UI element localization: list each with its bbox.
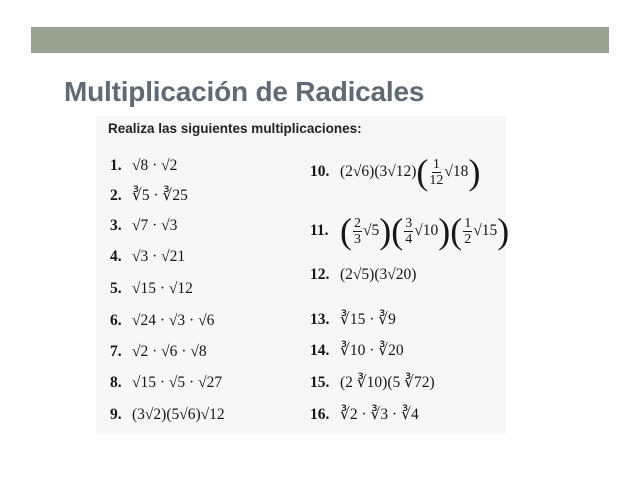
exercise-11 (310, 211, 510, 252)
exercise-number: 9. (110, 406, 122, 423)
exercise-expression: ∛5 · ∛25 (132, 187, 188, 204)
fraction-numerator: 2 (354, 216, 361, 231)
exercise-number: 7. (110, 343, 122, 360)
fraction (353, 216, 362, 247)
exercise-9 (110, 403, 225, 427)
exercise-16 (310, 403, 419, 427)
exercise-expression: √7 · √3 (132, 217, 178, 234)
exercise-8 (110, 371, 222, 395)
close-paren: ) (438, 211, 451, 252)
exercise-expression: √15 · √5 · √27 (132, 374, 223, 391)
exercise-expression: √15 · √12 (132, 280, 193, 297)
exercise-15 (310, 371, 435, 395)
exercise-expression: (2√5)(3√20) (340, 266, 417, 283)
fraction-denominator: 2 (464, 232, 472, 247)
exercise-number: 1. (110, 157, 122, 174)
exercise-5 (110, 277, 193, 301)
exercise-number: 12. (310, 266, 330, 283)
exercise-expression: ∛10 · ∛20 (340, 342, 404, 359)
exercise-expression: ∛2 · ∛3 · ∛4 (340, 406, 419, 423)
radical: √5 (363, 222, 380, 240)
exercise-1 (110, 154, 177, 178)
exercise-3 (110, 214, 177, 238)
exercise-2 (110, 184, 188, 208)
exercise-expression: ∛15 · ∛9 (340, 311, 396, 328)
fraction (463, 216, 472, 247)
fraction-numerator: 3 (405, 216, 413, 231)
exercise-7 (110, 340, 207, 364)
exercise-expression: (2 ∛10)(5 ∛72) (340, 374, 435, 391)
header-bar (31, 27, 609, 53)
exercise-number: 15. (310, 374, 330, 391)
exercise-13 (310, 308, 396, 332)
exercise-number: 11. (310, 222, 329, 240)
open-paren: ( (450, 211, 463, 252)
fraction (404, 216, 413, 247)
exercise-expression: √2 · √6 · √8 (132, 343, 207, 360)
fraction-denominator: 12 (429, 173, 444, 188)
exercise-expression: √24 · √3 · √6 (132, 312, 215, 329)
slide-title: Multiplicación de Radicales (64, 76, 425, 107)
open-paren: ( (340, 211, 352, 252)
exercise-6 (110, 309, 214, 333)
close-paren: ) (379, 211, 392, 252)
exercise-number: 14. (310, 342, 330, 359)
exercise-number: 2. (110, 187, 122, 204)
exercise-14 (310, 339, 404, 363)
fraction (429, 157, 443, 188)
radical: √10 (414, 222, 439, 240)
exercise-expression: (3√2)(5√6)√12 (132, 406, 225, 423)
exercise-number: 8. (110, 374, 122, 391)
exercise-number: 4. (110, 248, 122, 265)
open-paren: ( (416, 152, 429, 193)
exercise-expression: √8 · √2 (132, 157, 178, 174)
exercise-number: 10. (310, 163, 330, 181)
fraction-numerator: 1 (464, 216, 472, 231)
radical: √15 (473, 222, 498, 240)
exercise-number: 6. (110, 312, 122, 329)
fraction-numerator: 1 (432, 157, 440, 172)
fraction-denominator: 4 (405, 232, 413, 247)
exercise-number: 13. (310, 311, 330, 328)
exercise-expression: √3 · √21 (132, 248, 186, 265)
fraction-denominator: 3 (354, 232, 361, 247)
exercise-12 (310, 263, 416, 287)
radical: √18 (444, 163, 469, 181)
exercise-number: 16. (310, 406, 330, 423)
open-paren: ( (391, 211, 404, 252)
exercise-expression: (2√6)(3√12) (340, 163, 417, 181)
exercise-4 (110, 245, 185, 269)
exercise-10 (310, 152, 481, 193)
instructions-text: Realiza las siguientes multiplicaciones: (108, 121, 362, 136)
exercise-number: 3. (110, 217, 122, 234)
close-paren: ) (468, 152, 481, 193)
exercise-number: 5. (110, 280, 122, 297)
close-paren: ) (497, 211, 510, 252)
